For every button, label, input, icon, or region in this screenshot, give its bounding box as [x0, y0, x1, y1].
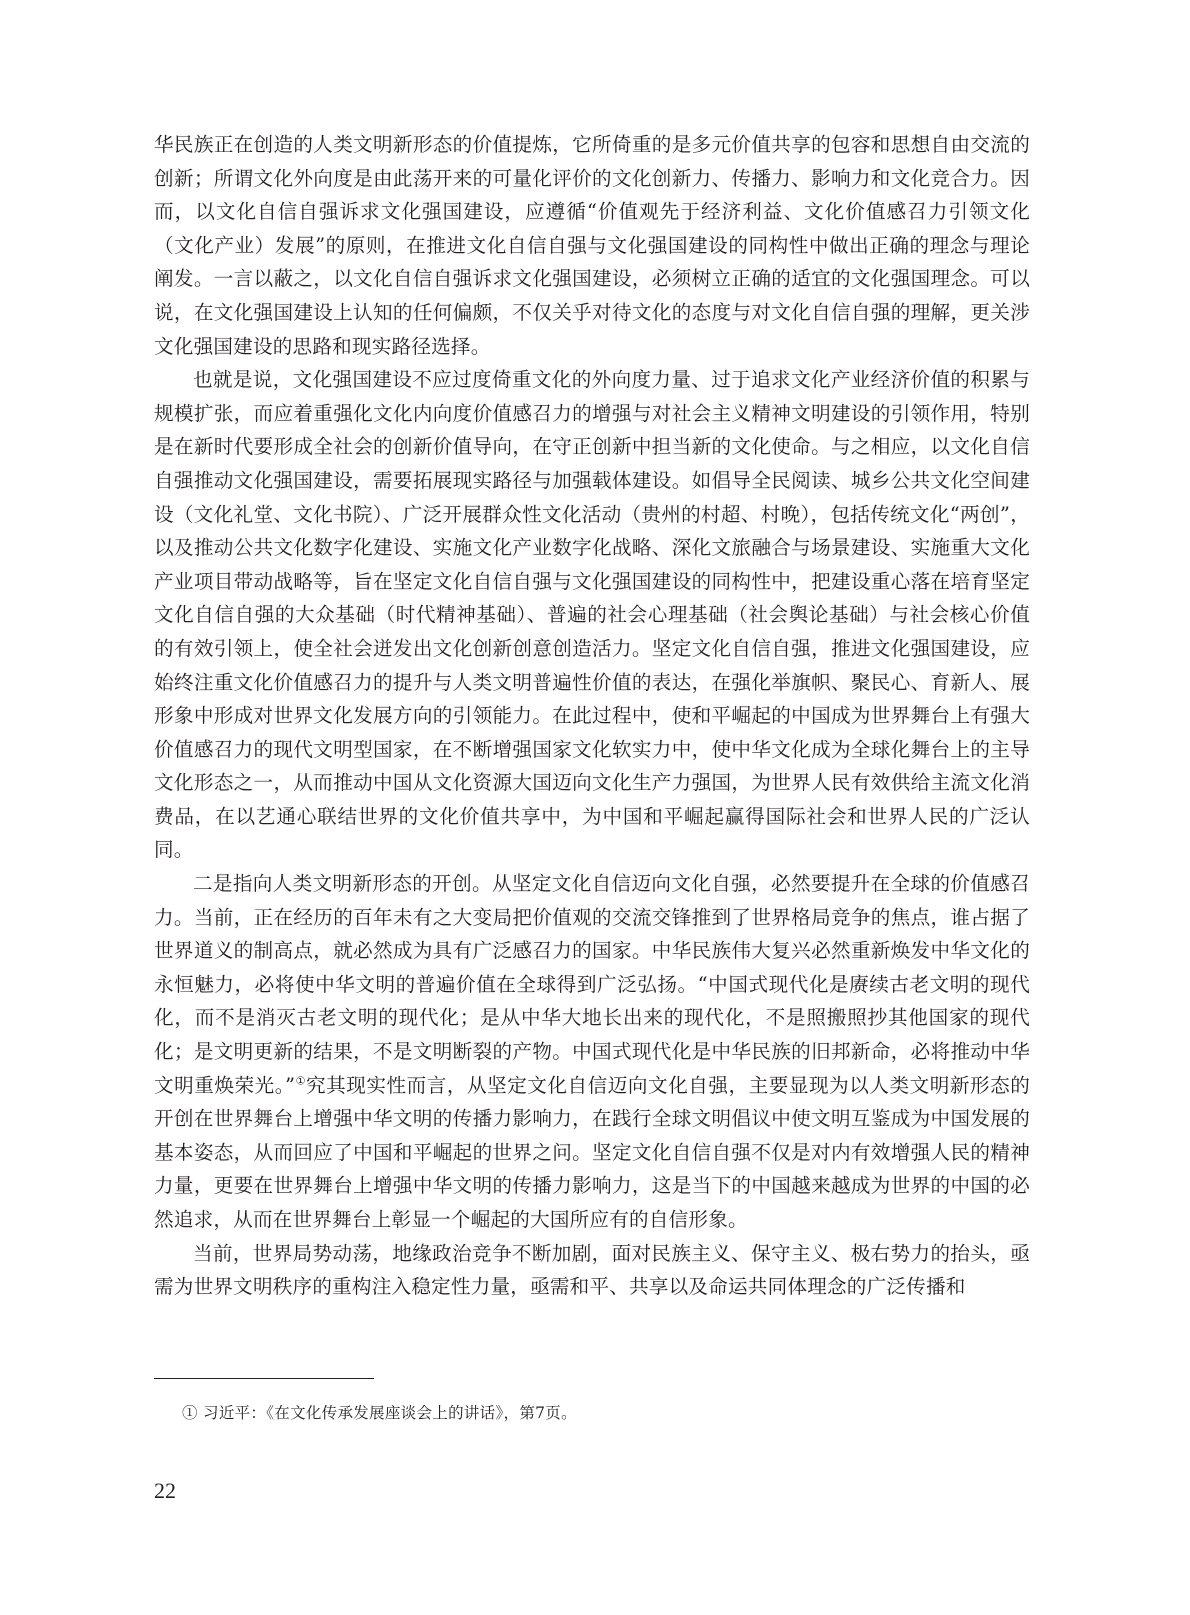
footnote: ① 习近平：《在文化传承发展座谈会上的讲话》，第7页。 — [182, 1404, 577, 1422]
paragraph-2: 也就是说，文化强国建设不应过度倚重文化的外向度力量、过于追求文化产业经济价值的积累与规模扩张，而应着重强化文化内向度价值感召力的增强与对社会主义精神文明建设的引领作用，特别是在新时代要形成全社会的创新价值导向，在守正创新中担当新的文化使命。与之相应，以文化自信自强推动文化强国建设，需要拓展现实路径与加强载体建设。如倡导全民阅读、城乡公共文化空间建设（文化礼堂、文化书院）、广泛开展群众性文化活动（贵州的村超、村晚），包括传统文化“两创”，以及推动公共文化数字化建设、实施文化产业数字化战略、深化文旅融合与场景建设、实施重大文化产业项目带动战略等，旨在坚定文化自信自强与文化强国建设的同构性中，把建设重心落在培育坚定文化自信自强的大众基础（时代精神基础）、普遍的社会心理基础（社会舆论基础）与社会核心价值的有效引领上，使全社会迸发出文化创新创意创造活力。坚定文化自信自强，推进文化强国建设，应始终注重文化价值感召力的提升与人类文明普遍性价值的表达，在强化举旗帜、聚民心、育新人、展形象中形成对世界文化发展方向的引领能力。在此过程中，使和平崛起的中国成为世界舞台上有强大价值感召力的现代文明型国家，在不断增强国家文化软实力中，使中华文化成为全球化舞台上的主导文化形态之一，从而推动中国从文化资源大国迈向文化生产力强国，为世界人民有效供给主流文化消费品，在以艺通心联结世界的文化价值共享中，为中国和平崛起赢得国际社会和世界人民的广泛认同。 — [154, 368, 1030, 862]
paragraph-4: 当前，世界局势动荡，地缘政治竞争不断加剧，面对民族主义、保守主义、极右势力的抬头，亟需为世界文明秩序的重构注入稳定性力量，亟需和平、共享以及命运共同体理念的广泛传播和 — [154, 1241, 1030, 1299]
footnote-reference-mark[interactable]: ① — [295, 1074, 306, 1088]
paragraph-3-continuation: 究其现实性而言，从坚定文化自信迈向文化自强，主要显现为以人类文明新形态的开创在世界舞台上增强中华文明的传播力影响力，在践行全球文明倡议中使文明互鉴成为中国发展的基本姿态，从而回应了中国和平崛起的世界之问。坚定文化自信自强不仅是对内有效增强人民的精神力量，更要在世界舞台上增强中华文明的传播力影响力，这是当下的中国越来越成为世界的中国的必然追求，从而在世界舞台上彰显一个崛起的大国所应有的自信形象。 — [154, 1073, 1030, 1231]
footnote-divider — [154, 1378, 374, 1379]
paragraph-3 — [154, 867, 1030, 1237]
page-number: 22 — [154, 1478, 176, 1503]
paragraph-3-quote-part: 二是指向人类文明新形态的开创。从坚定文化自信迈向文化自强，必然要提升在全球的价值感召力。当前，正在经历的百年未有之大变局把价值观的交流交锋推到了世界格局竞争的焦点，谁占据了世界道义的制高点，就必然成为具有广泛感召力的国家。中华民族伟大复兴必然重新焕发中华文化的永恒魅力，必将使中华文明的普遍价值在全球得到广泛弘扬。“中国式现代化是赓续古老文明的现代化，而不是消灭古老文明的现代化；是从中华大地长出来的现代化，不是照搬照抄其他国家的现代化；是文明更新的结果，不是文明断裂的产物。中国式现代化是中华民族的旧邦新命，必将推动中华文明重焕荣光。” — [154, 872, 1030, 1097]
body-text — [154, 128, 1030, 1304]
paragraph-1: 华民族正在创造的人类文明新形态的价值提炼，它所倚重的是多元价值共享的包容和思想自由交流的创新；所谓文化外向度是由此荡开来的可量化评价的文化创新力、传播力、影响力和文化竞合力。因而，以文化自信自强诉求文化强国建设，应遵循“价值观先于经济利益、文化价值感召力引领文化（文化产业）发展”的原则，在推进文化自信自强与文化强国建设的同构性中做出正确的理念与理论阐发。一言以蔽之，以文化自信自强诉求文化强国建设，必须树立正确的适宜的文化强国理念。可以说，在文化强国建设上认知的任何偏颇，不仅关乎对待文化的态度与对文化自信自强的理解，更关涉文化强国建设的思路和现实路径选择。 — [154, 133, 1030, 358]
